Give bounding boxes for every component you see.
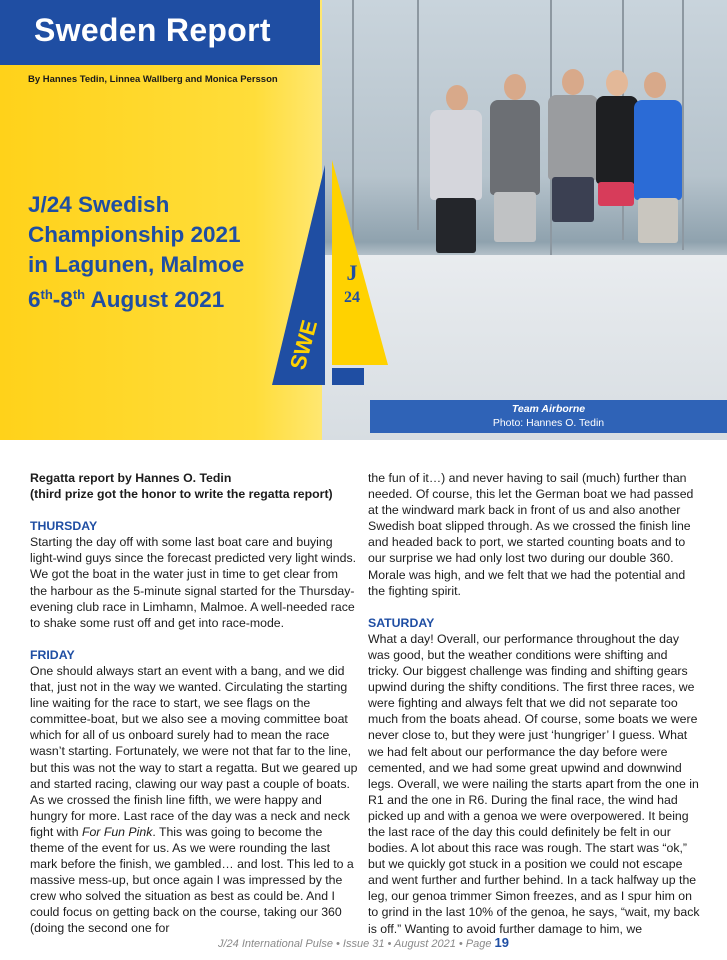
page-number: 19 <box>494 935 509 950</box>
article-column-left <box>30 470 358 937</box>
report-title-bar <box>0 0 320 65</box>
caption-title: Team Airborne <box>511 403 586 415</box>
hero-banner <box>0 0 727 440</box>
section-heading-saturday: SATURDAY <box>368 615 435 630</box>
photo-caption <box>370 400 727 433</box>
sail-country-code: SWE <box>284 317 323 373</box>
caption-credit: Photo: Hannes O. Tedin <box>492 417 605 429</box>
section-heading-friday: FRIDAY <box>30 647 75 662</box>
section-heading-thursday: THURSDAY <box>30 519 98 534</box>
article-column-right <box>368 470 702 937</box>
paragraph-friday: One should always start an event with a bang, and we did that, just not in the way we wanted. Circulating the starting line waiting for the race to start, we see flags on the committee-boat, but we also see a moving committee boat which for all of us onboard surely had to mean the race wasn’t starting. Fortunately, we were not that far to the line, but this was not the way to start a regatta. But we geared up and started racing, clawing our way past a couple of boats. As we crossed the finish line fifth, we were happy and hungry for more. Last race of the day was a neck and neck fight with For Fun Pink. This was going to become the theme of the event for us. As we were rounding the last mark before the finish, we gambled… and lost. This led to a massive mess-up, but once again I was impressed by the crew who solved the situation as best as could be. And I could focus on getting back on the course, taking our 360 (doing the second one for <box>30 663 358 936</box>
byline: By Hannes Tedin, Linnea Wallberg and Monica Persson <box>28 74 278 85</box>
headline-line: in Lagunen, Malmoe <box>28 252 245 277</box>
headline-line: J/24 Swedish <box>28 192 170 217</box>
j24-sail-logo <box>270 160 390 390</box>
boat-name: For Fun Pink <box>81 824 153 839</box>
paragraph-friday-continued: the fun of it…) and never having to sail (much) further than needed. Of course, this let the German boat we had passed at the windward mark back in front of us and also another Swedish boat slipped through. As we crossed the finish line and headed back to port, we started counting boats and to our surprise we had only lost two during our double 360. Morale was high, and we felt that we had the potential and the fighting spirit. <box>368 471 694 598</box>
article-lead: Regatta report by Hannes O. Tedin <box>30 471 232 485</box>
footer-text: J/24 International Pulse • Issue 31 • August 2021 • Page <box>217 938 495 950</box>
headline-line: Championship 2021 <box>28 222 241 247</box>
paragraph-thursday: Starting the day off with some last boat care and buying light-wind guys since the forecast predicted very light winds. We got the boat in the water just in time to get clear from the harbour as the 5-minute signal started for the Thursday-evening club race in Limhamn, Malmoe. A well-needed race to shake some rust off and get into race-mode. <box>30 535 357 630</box>
sail-number: 24 <box>344 289 360 306</box>
paragraph-saturday: What a day! Overall, our performance throughout the day was good, but the weather conditions were shifting and tricky. Our biggest challenge was finding and shifting gears upwind during the shifty conditions. The first three races, we were fighting and always felt that we did not separate too much from the boats ahead. Of course, some boats we were never close to, but they were just ‘hungriger’ I guess. What we had felt about our performance the day before were cemented, and we had some great upwind and downwind legs. Overall, we were nailing the starts apart from the one in R1 and the one in R6. During the final race, the wind had picked up and with a genoa we were overpowered. It being the last race of the day this could definitely be felt in our bodies. A lot about this race was rough. The start was “ok,” but we quickly got stuck in a position we could not escape and went further and further behind. In a tack halfway up the leg, our genoa trimmer Simon freezes, and as I spur him on to grind in the last 10% of the genoa, he says, “wait, my back is off.” Wanting to avoid further damage to him, we <box>368 631 700 936</box>
headline-line: 6th-8th August 2021 <box>28 287 225 312</box>
page-footer <box>0 935 727 950</box>
sail-j-letter: J <box>346 260 358 285</box>
article-lead-note: (third prize got the honor to write the regatta report) <box>30 487 333 502</box>
report-title: Sweden Report <box>34 12 271 48</box>
